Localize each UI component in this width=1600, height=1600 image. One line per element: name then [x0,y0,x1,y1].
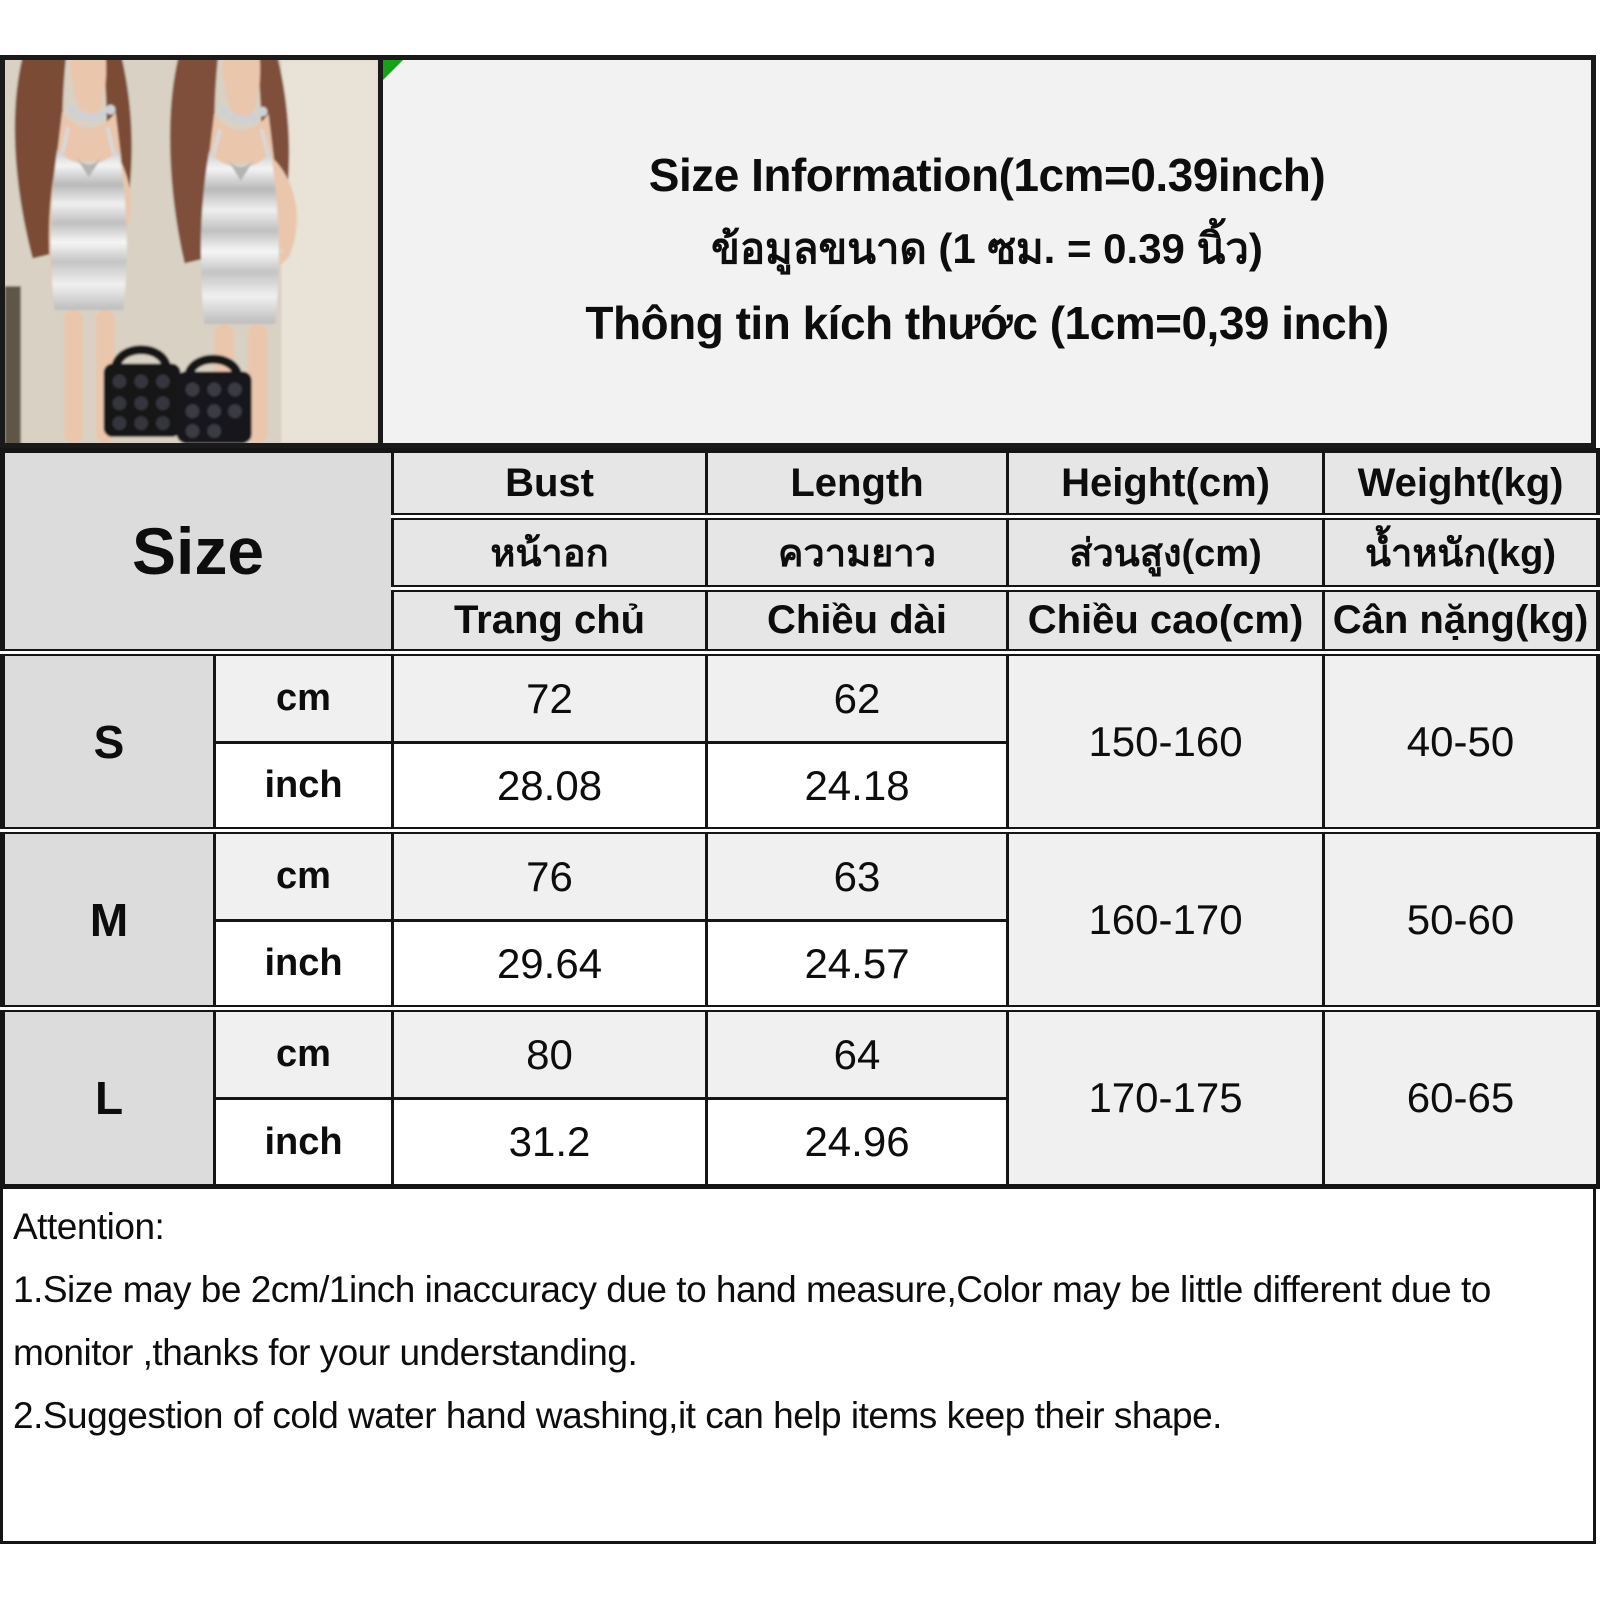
col-header-bust: Bust [393,451,707,517]
unit-cell: inch [215,1099,393,1187]
attention-box [0,1186,1596,1544]
title-box [383,60,1591,443]
unit-cell: inch [215,921,393,1009]
weight-cell-m: 50-60 [1324,831,1599,1009]
value-cell: 63 [707,831,1008,921]
unit-cell: inch [215,743,393,831]
col-header-length: Length [707,451,1008,517]
col-header-length-vi: Chiều dài [707,589,1008,653]
row-l-cm [3,1009,1599,1099]
value-cell: 29.64 [393,921,707,1009]
col-header-bust-vi: Trang chủ [393,589,707,653]
height-cell-m: 160-170 [1008,831,1324,1009]
unit-cell: cm [215,653,393,743]
size-cell-l: L [3,1009,215,1187]
value-cell: 80 [393,1009,707,1099]
weight-cell-l: 60-65 [1324,1009,1599,1187]
product-photo-illustration [5,60,378,443]
weight-cell-s: 40-50 [1324,653,1599,831]
col-header-length-th: ความยาว [707,517,1008,589]
col-header-height-th: ส่วนสูง(cm) [1008,517,1324,589]
size-table [0,448,1600,1189]
attention-note-2: 2.Suggestion of cold water hand washing,it can help items keep their shape. [13,1395,1222,1436]
value-cell: 24.57 [707,921,1008,1009]
col-header-height: Height(cm) [1008,451,1324,517]
value-cell: 24.18 [707,743,1008,831]
value-cell: 31.2 [393,1099,707,1187]
col-header-weight-vi: Cân nặng(kg) [1324,589,1599,653]
value-cell: 72 [393,653,707,743]
value-cell: 62 [707,653,1008,743]
height-cell-l: 170-175 [1008,1009,1324,1187]
row-m-cm [3,831,1599,921]
col-header-weight: Weight(kg) [1324,451,1599,517]
title-english: Size Information(1cm=0.39inch) [648,148,1326,201]
top-band [0,55,1596,448]
header-row-en [3,451,1599,517]
unit-cell: cm [215,831,393,921]
size-cell-m: M [3,831,215,1009]
value-cell: 24.96 [707,1099,1008,1187]
size-corner-cell: Size [3,451,393,653]
unit-cell: cm [215,1009,393,1099]
attention-heading: Attention: [13,1206,165,1247]
product-photo [5,60,383,443]
attention-note-1: 1.Size may be 2cm/1inch inaccuracy due to hand measure,Color may be little different due to monitor ,thanks for your understanding. [13,1269,1491,1373]
col-header-weight-th: น้ำหนัก(kg) [1324,517,1599,589]
col-header-height-vi: Chiều cao(cm) [1008,589,1324,653]
col-header-bust-th: หน้าอก [393,517,707,589]
title-thai: ข้อมูลขนาด (1 ซม. = 0.39 นิ้ว) [711,224,1263,272]
size-cell-s: S [3,653,215,831]
title-vietnamese: Thông tin kích thước (1cm=0,39 inch) [585,296,1389,349]
green-corner-icon [383,60,403,80]
value-cell: 64 [707,1009,1008,1099]
height-cell-s: 150-160 [1008,653,1324,831]
value-cell: 28.08 [393,743,707,831]
row-s-cm [3,653,1599,743]
value-cell: 76 [393,831,707,921]
